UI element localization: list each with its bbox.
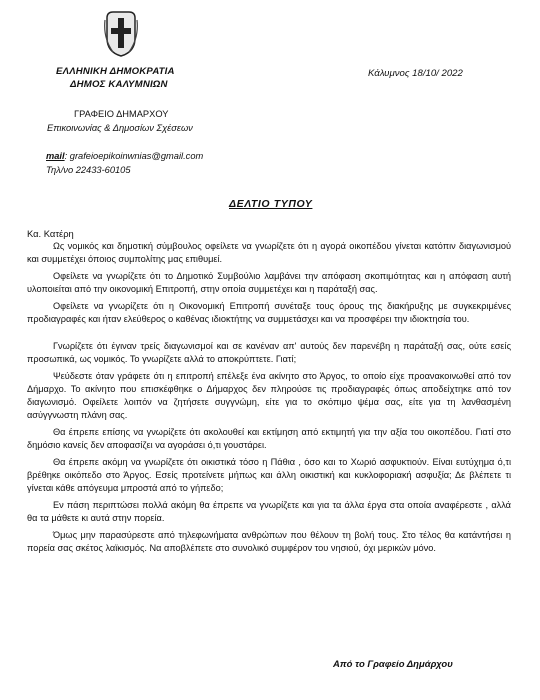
- email-address: : grafeioepikoinwnias@gmail.com: [64, 151, 204, 161]
- paragraph: Θα έπρεπε ακόμη να γνωρίζετε ότι οικιστικά τόσο η Πάθια , όσο και το Χωριό ασφυκτιούν. Είναι ευτύχημα ό,τι βρέθηκε οικόπεδο στο Άργος. Εσείς προτείνετε μήπως και άλλη οικιστική και κυκλοφοριακή ασφυξία; Δε βλέπετε τι γίνεται κάθε απόγευμα μπροστά από το γήπεδο;: [27, 457, 511, 493]
- paragraph: Ως νομικός και δημοτική σύμβουλος οφείλετε να γνωρίζετε ότι η αγορά οικοπέδου γίνεται κατόπιν διαγωνισμού και συμμετέχει όποιος συμπολίτης μας επιθυμεί.: [27, 241, 511, 264]
- republic-heading: ΕΛΛΗΝΙΚΗ ΔΗΜΟΚΡΑΤΙΑ: [56, 66, 175, 77]
- document-body: [27, 240, 511, 559]
- greek-coat-of-arms-icon: [103, 8, 139, 58]
- paragraph: Θα έπρεπε επίσης να γνωρίζετε ότι ακολουθεί και εκτίμηση από εκτιμητή για την αξία του οικοπέδου. Γιατί στο δημόσιο κανείς δεν αποφασίζει να αγοράσει ό,τι γουστάρει.: [27, 427, 511, 450]
- paragraph: Ψεύδεστε όταν γράφετε ότι η επιτροπή επέλεξε ένα ακίνητο στο Άργος, το οποίο είχε προανακοινωθεί από τον Δήμαρχο. Το ακίνητο που επισκέφθηκε ο Δήμαρχος δεν πληρούσε τις προδιαγραφές όπως αποδείχτηκε από τον διαγωνισμό. Οφείλετε λοιπόν να ζητήσετε συγγνώμη, είτε για το σκόπιμο ψέμα σας, είτε για τη λανθασμένη ασύγγνωστη πλάνη σας.: [27, 371, 511, 420]
- municipality-heading: ΔΗΜΟΣ ΚΑΛΥΜΝΙΩΝ: [70, 79, 168, 90]
- document-date: Κάλυμνος 18/10/ 2022: [368, 68, 463, 79]
- office-department: Επικοινωνίας & Δημοσίων Σχέσεων: [47, 123, 193, 133]
- paragraph: Γνωρίζετε ότι έγιναν τρείς διαγωνισμοί και σε κανέναν απ' αυτούς δεν παρενέβη η παράταξή σας, ούτε εσείς προσωπικά, ως νομικός. Το γνωρίζετε αλλά το αποκρύπτετε. Γιατί;: [27, 341, 511, 364]
- page-title: ΔΕΛΤΙΟ ΤΥΠΟΥ: [229, 198, 313, 210]
- signature: Από το Γραφείο Δημάρχου: [333, 659, 453, 670]
- office-name: ΓΡΑΦΕΙΟ ΔΗΜΑΡΧΟΥ: [74, 109, 169, 119]
- paragraph: Οφείλετε να γνωρίζετε ότι το Δημοτικό Συμβούλιο λαμβάνει την απόφαση σκοπιμότητας και η απόφαση αυτή υλοποιείται από την οικονομική Επιτροπή, στην οποία συμμετέχει και η παράταξή σας.: [27, 271, 511, 294]
- phone-line: Τηλ/νο 22433-60105: [46, 165, 131, 175]
- paragraph: Οφείλετε να γνωρίζετε ότι η Οικονομική Επιτροπή συνέταξε τους όρους της διακήρυξης με συγκεκριμένες προδιαγραφές και ήταν ελεύθερος ο καθένας ιδιοκτήτης να συμμετάσχει και να προσφέρει την ιδιοκτησία του.: [27, 301, 511, 324]
- email-line: [46, 151, 203, 161]
- paragraph: Εν πάση περιπτώσει πολλά ακόμη θα έπρεπε να γνωρίζετε και για τα άλλα έργα στα οποία αναφέρεστε , αλλά θα τα μάθετε κι αυτά στην πορεία.: [27, 500, 511, 523]
- salutation: Κα. Κατέρη: [27, 228, 74, 239]
- paragraph: Όμως μην παρασύρεστε από τηλεφωνήματα ανθρώπων που θέλουν τη βολή τους. Στο τέλος θα κατάντήσει η πορεία σας σκέτος λαϊκισμός. Να αποβλέπετε στο συνολικό συμφέρον του νησιού, όχι μερικών μόνο.: [27, 530, 511, 553]
- email-label: mail: [46, 151, 65, 161]
